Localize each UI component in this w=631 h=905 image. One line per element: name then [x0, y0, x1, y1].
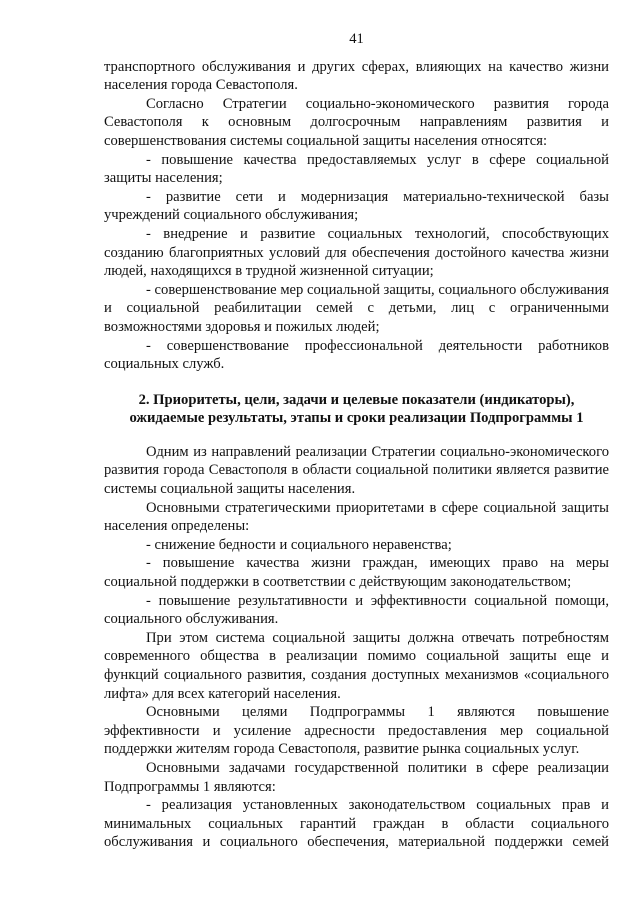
list-item: - повышение результативности и эффективности социальной помощи, социального обслуживания. — [104, 592, 609, 628]
section-heading-line-1: 2. Приоритеты, цели, задачи и целевые показатели (индикаторы), — [138, 391, 575, 408]
section-priorities — [104, 443, 609, 852]
document-page — [104, 30, 609, 852]
list-item: - совершенствование профессиональной деятельности работников социальных служб. — [104, 337, 609, 373]
section-intro — [104, 58, 609, 374]
page-number: 41 — [349, 31, 364, 47]
paragraph: Одним из направлений реализации Стратегии социально-экономического развития города Севастополя в области социальной политики является развитие системы социальной защиты населения. — [104, 443, 609, 498]
paragraph: При этом система социальной защиты должна отвечать потребностям современного общества в реализации помимо социальной защиты еще и функций социального развития, создания доступных механизмов «социального лифта» для всех категорий населения. — [104, 629, 609, 702]
list-item: - развитие сети и модернизация материально-технической базы учреждений социального обслуживания; — [104, 188, 609, 224]
section-heading-line-2: ожидаемые результаты, этапы и сроки реализации Подпрограммы 1 — [129, 410, 584, 427]
list-item: - внедрение и развитие социальных технологий, способствующих созданию благоприятных условий для обеспечения достойного качества жизни людей, находящихся в трудной жизненной ситуации; — [104, 225, 609, 280]
list-item: - снижение бедности и социального неравенства; — [146, 536, 452, 553]
paragraph: транспортного обслуживания и других сферах, влияющих на качество жизни населения города Севастополя. — [104, 58, 609, 94]
list-item: - реализация установленных законодательством социальных прав и минимальных социальных гарантий граждан в области социального обслуживания и социального обеспечения, материальной поддержки семей — [104, 797, 609, 851]
list-item: - совершенствование мер социальной защиты, социального обслуживания и социальной реабилитации семей с детьми, лиц с ограниченными возможностями здоровья и пожилых людей; — [104, 281, 609, 335]
paragraph: Основными целями Подпрограммы 1 являются повышение эффективности и усиление адресности предоставления мер социальной поддержки жителям города Севастополя, развитие рынка социальных услуг. — [104, 704, 609, 758]
section-heading — [104, 391, 609, 428]
paragraph: Основными задачами государственной политики в сфере реализации Подпрограммы 1 являются: — [104, 759, 609, 795]
list-item: - повышение качества жизни граждан, имеющих право на меры социальной поддержки в соответствии с действующим законодательством; — [104, 555, 609, 591]
paragraph: Основными стратегическими приоритетами в сфере социальной защиты населения определены: — [104, 499, 609, 535]
list-item: - повышение качества предоставляемых услуг в сфере социальной защиты населения; — [104, 151, 609, 187]
paragraph: Согласно Стратегии социально-экономического развития города Севастополя к основным долгосрочным направлениям развития и совершенствования системы социальной защиты населения относятся: — [104, 95, 609, 149]
